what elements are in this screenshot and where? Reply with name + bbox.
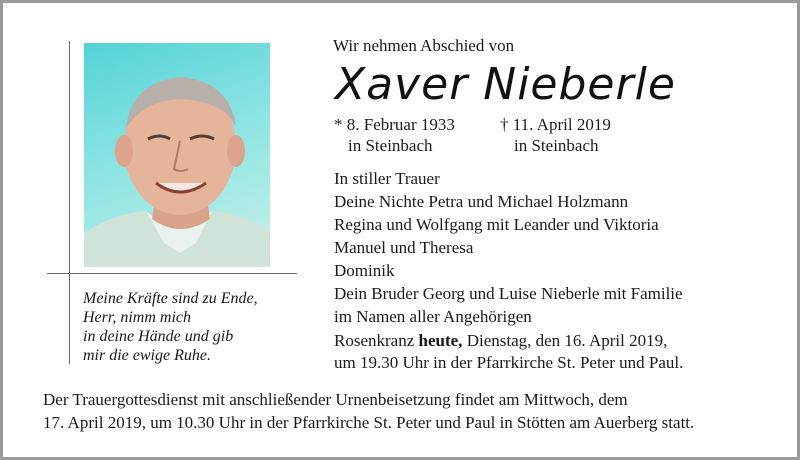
rosary-today: heute,: [418, 331, 463, 350]
rosary-line-2: um 19.30 Uhr in der Pfarrkirche St. Peter und Paul.: [334, 353, 684, 372]
rosary-prefix: Rosenkranz: [334, 331, 419, 350]
mourner-line: im Namen aller Angehörigen: [334, 307, 532, 326]
mourner-line: In stiller Trauer: [334, 169, 440, 188]
mourners-list: [334, 167, 683, 328]
rosary-announcement: [334, 330, 683, 374]
mourner-line: Regina und Wolfgang mit Leander und Viktoria: [334, 215, 659, 234]
verse-line: in deine Hände und gib: [83, 328, 234, 345]
rosary-date: Dienstag, den 16. April 2019,: [462, 331, 668, 350]
rosary-line-1: [334, 330, 683, 352]
decorative-horizontal-line: [47, 273, 297, 274]
verse-line: Meine Kräfte sind zu Ende,: [83, 290, 258, 307]
funeral-service-info: [43, 388, 694, 434]
mourner-line: Dominik: [334, 261, 395, 280]
verse-line: Herr, nimm mich: [83, 309, 191, 326]
mourner-line: Manuel und Theresa: [334, 238, 474, 257]
verse-line: mir die ewige Ruhe.: [83, 347, 211, 364]
death-place: in Steinbach: [514, 136, 599, 155]
portrait-photo: [84, 43, 270, 267]
funeral-line: Der Trauergottesdienst mit anschließender Urnenbeisetzung findet am Mittwoch, dem: [43, 390, 628, 409]
portrait-illustration: [84, 43, 270, 267]
funeral-line: 17. April 2019, um 10.30 Uhr in der Pfarrkirche St. Peter und Paul in Stötten am Auerberg statt.: [43, 413, 695, 432]
farewell-intro: Wir nehmen Abschied von: [333, 36, 515, 55]
mourner-line: Dein Bruder Georg und Luise Nieberle mit Familie: [334, 284, 683, 303]
birth-place: in Steinbach: [348, 136, 433, 155]
deceased-name: Xaver Nieberle: [335, 59, 676, 110]
death-info: [500, 114, 611, 156]
memorial-verse: [83, 289, 303, 365]
birth-date: * 8. Februar 1933: [334, 115, 455, 134]
death-date: † 11. April 2019: [500, 115, 611, 134]
mourner-line: Deine Nichte Petra und Michael Holzmann: [334, 192, 629, 211]
decorative-vertical-line: [69, 41, 70, 364]
birth-info: [334, 114, 455, 156]
